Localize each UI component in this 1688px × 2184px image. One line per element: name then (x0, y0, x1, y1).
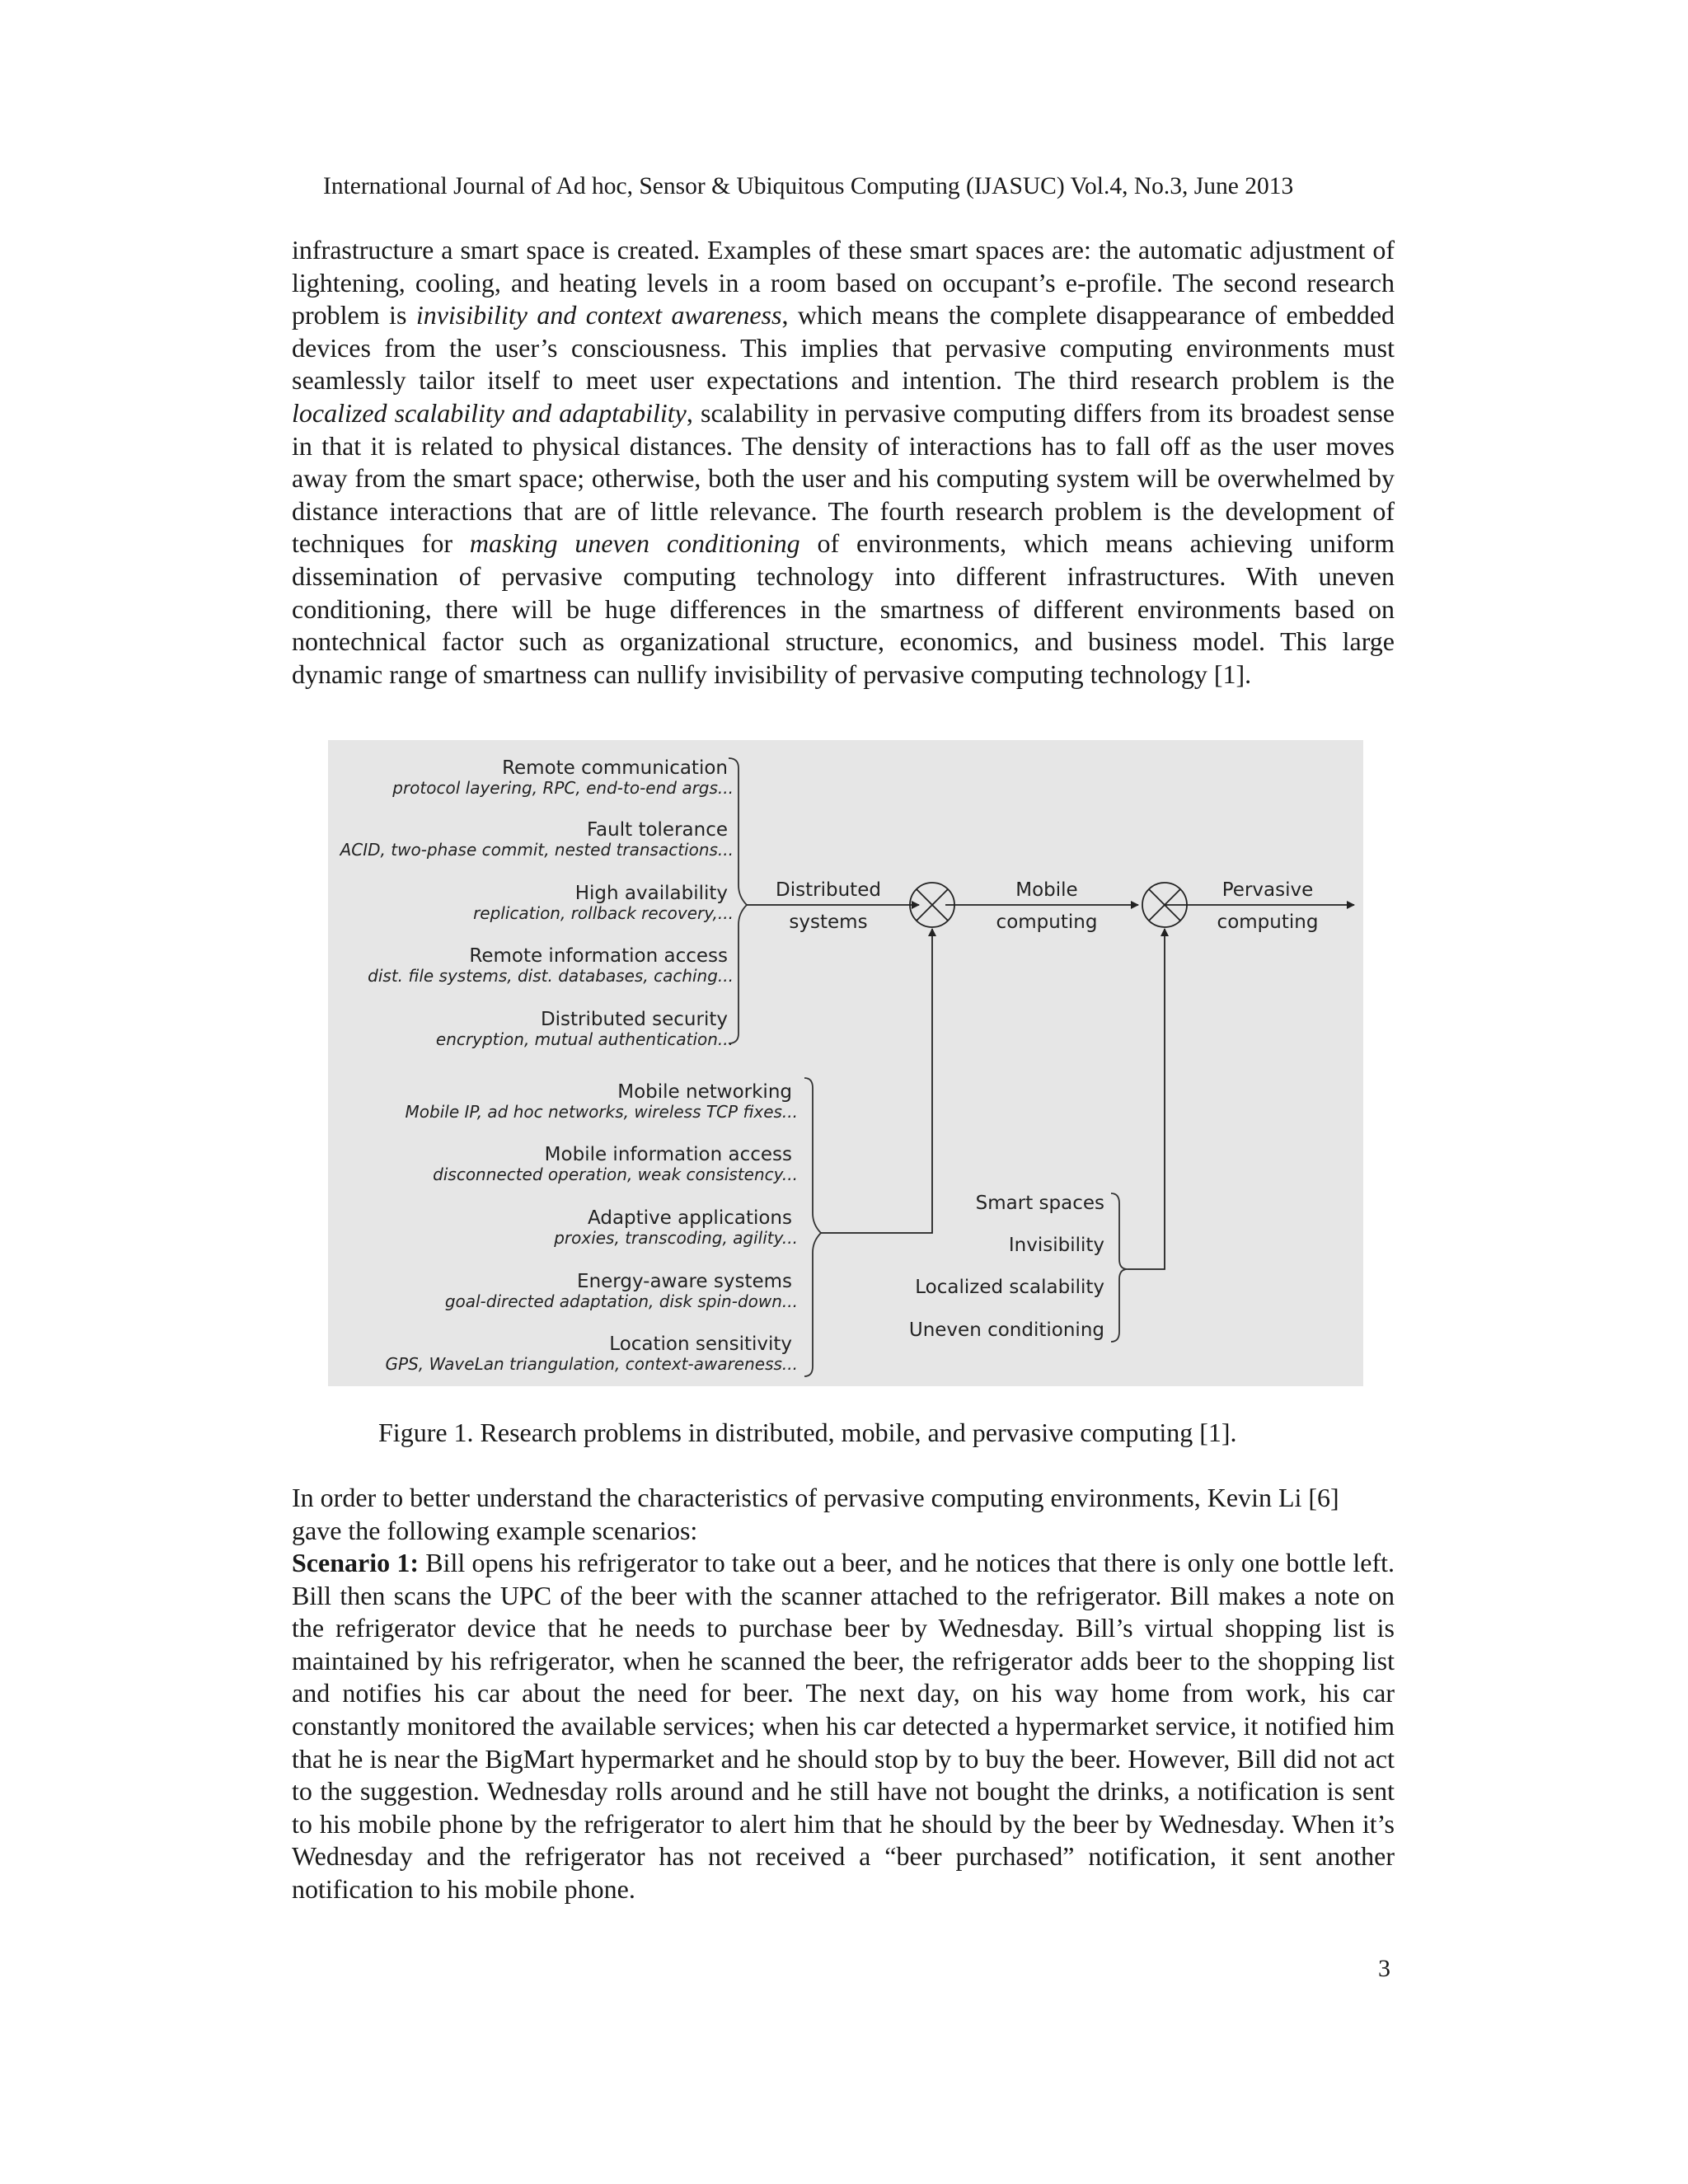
mobile-item-title: Energy-aware systems (577, 1271, 792, 1292)
arrow-mobile-issues-feed (821, 929, 932, 1233)
pervasive-item: Invisibility (1008, 1235, 1104, 1256)
figure-caption: Figure 1. Research problems in distributed, mobile, and pervasive computing [1]. (378, 1418, 1237, 1447)
pervasive-item: Smart spaces (975, 1193, 1104, 1214)
dist-item-title: Distributed security (540, 1009, 728, 1030)
mobile-item-title: Location sensitivity (609, 1333, 792, 1355)
mobile-items (386, 1081, 798, 1374)
figure-1-diagram (328, 740, 1363, 1386)
stage-mobile-line2: computing (996, 912, 1098, 933)
dist-item-sub: encryption, mutual authentication... (435, 1029, 734, 1049)
stage-pervasive-line1: Pervasive (1221, 879, 1314, 901)
stage-labels (776, 879, 1318, 933)
mobile-item-sub: Mobile IP, ad hoc networks, wireless TCP fixes... (405, 1102, 798, 1122)
page-number: 3 (1378, 1955, 1390, 1982)
stage-mobile-line1: Mobile (1015, 879, 1078, 901)
pervasive-item: Uneven conditioning (908, 1319, 1104, 1341)
body-paragraph-1: infrastructure a smart space is created. Examples of these smart spaces are: the automatic adjustment of lightening, cooling, and heating levels in a room based on occupant’s e-profile. The second research problem is invisibility and context awareness, which means the complete disappearance of embedded devices from the user’s consciousness. This implies that pervasive computing environments must seamlessly tailor itself to meet user expectations and intention. The third research problem is the localized scalability and adaptability, scalability in pervasive computing differs from its broadest sense in that it is related to physical distances. The density of interactions has to fall off as the user moves away from the smart space; otherwise, both the user and his computing system will be overwhelmed by distance interactions that are of little relevance. The fourth research problem is the development of techniques for masking uneven conditioning of environments, which means achieving uniform dissemination of pervasive computing technology into different infrastructures. With uneven conditioning, there will be huge differences in the smartness of different environments based on nontechnical factor such as organizational structure, economics, and business model. This large dynamic range of smartness can nullify invisibility of pervasive computing technology [1]. (292, 235, 1395, 689)
dist-item-sub: ACID, two-phase commit, nested transactions... (340, 840, 734, 860)
mobile-item-sub: GPS, WaveLan triangulation, context-awareness... (385, 1354, 798, 1374)
distributed-items (339, 757, 734, 1049)
dist-item-sub: dist. file systems, dist. databases, caching... (368, 966, 734, 986)
pervasive-brace (1111, 1193, 1128, 1342)
running-header: International Journal of Ad hoc, Sensor & Ubiquitous Computing (IJASUC) Vol.4, No.3, June 2013 (323, 173, 1294, 199)
arrow-pervasive-issues-feed (1128, 929, 1165, 1269)
scenario-label: Scenario 1: (292, 1548, 419, 1577)
emphasis-masking-uneven-conditioning: masking uneven conditioning (469, 528, 800, 559)
dist-item-sub: protocol layering, RPC, end-to-end args... (392, 778, 734, 798)
mobile-brace (804, 1078, 821, 1376)
dist-item-title: Remote information access (469, 945, 728, 967)
mobile-item-sub: disconnected operation, weak consistency... (433, 1165, 798, 1184)
stage-distributed-line1: Distributed (776, 879, 881, 901)
dist-item-title: Fault tolerance (586, 819, 728, 841)
mobile-item-sub: proxies, transcoding, agility... (554, 1228, 798, 1248)
stage-pervasive-line2: computing (1217, 912, 1319, 933)
mobile-item-sub: goal-directed adaptation, disk spin-down... (444, 1291, 798, 1311)
dist-item-title: High availability (574, 883, 728, 904)
stage-distributed-line2: systems (789, 912, 868, 933)
emphasis-invisibility: invisibility and context awareness (415, 300, 782, 330)
dist-item-title: Remote communication (502, 757, 728, 779)
emphasis-localized-scalability: localized scalability and adaptability (292, 397, 687, 428)
body-paragraph-2: In order to better understand the characteristics of pervasive computing environments, Kevin Li [6] gave the following example scenarios: (292, 1483, 1339, 1545)
pervasive-item: Localized scalability (915, 1277, 1104, 1298)
pervasive-items (909, 1193, 1104, 1341)
mobile-item-title: Mobile information access (544, 1144, 792, 1165)
mobile-item-title: Adaptive applications (588, 1207, 792, 1229)
body-paragraph-scenario-1: Scenario 1: Bill opens his refrigerator to take out a beer, and he notices that there is only one bottle left. Bill then scans the UPC of the beer with the scanner attached to the refrigerator. Bill makes a note on the refrigerator device that he needs to purchase beer by Wednesday. Bill’s virtual shopping list is maintained by his refrigerator, when he scanned the beer, the refrigerator adds beer to the shopping list and notifies his car about the need for beer. The next day, on his way home from work, his car constantly monitored the available services; when his car detected a hypermarket service, it notified him that he is near the BigMart hypermarket and he should stop by to buy the beer. However, Bill did not act to the suggestion. Wednesday rolls around and he still have not bought the drinks, a notification is sent to his mobile phone by the refrigerator to alert him that he should by the beer by Wednesday. When it’s Wednesday and the refrigerator has not received a “beer purchased” notification, it sent another notification to his mobile phone. (292, 1548, 1395, 1904)
distributed-brace (729, 758, 747, 1043)
mobile-item-title: Mobile networking (617, 1081, 792, 1103)
dist-item-sub: replication, rollback recovery,... (473, 903, 734, 923)
